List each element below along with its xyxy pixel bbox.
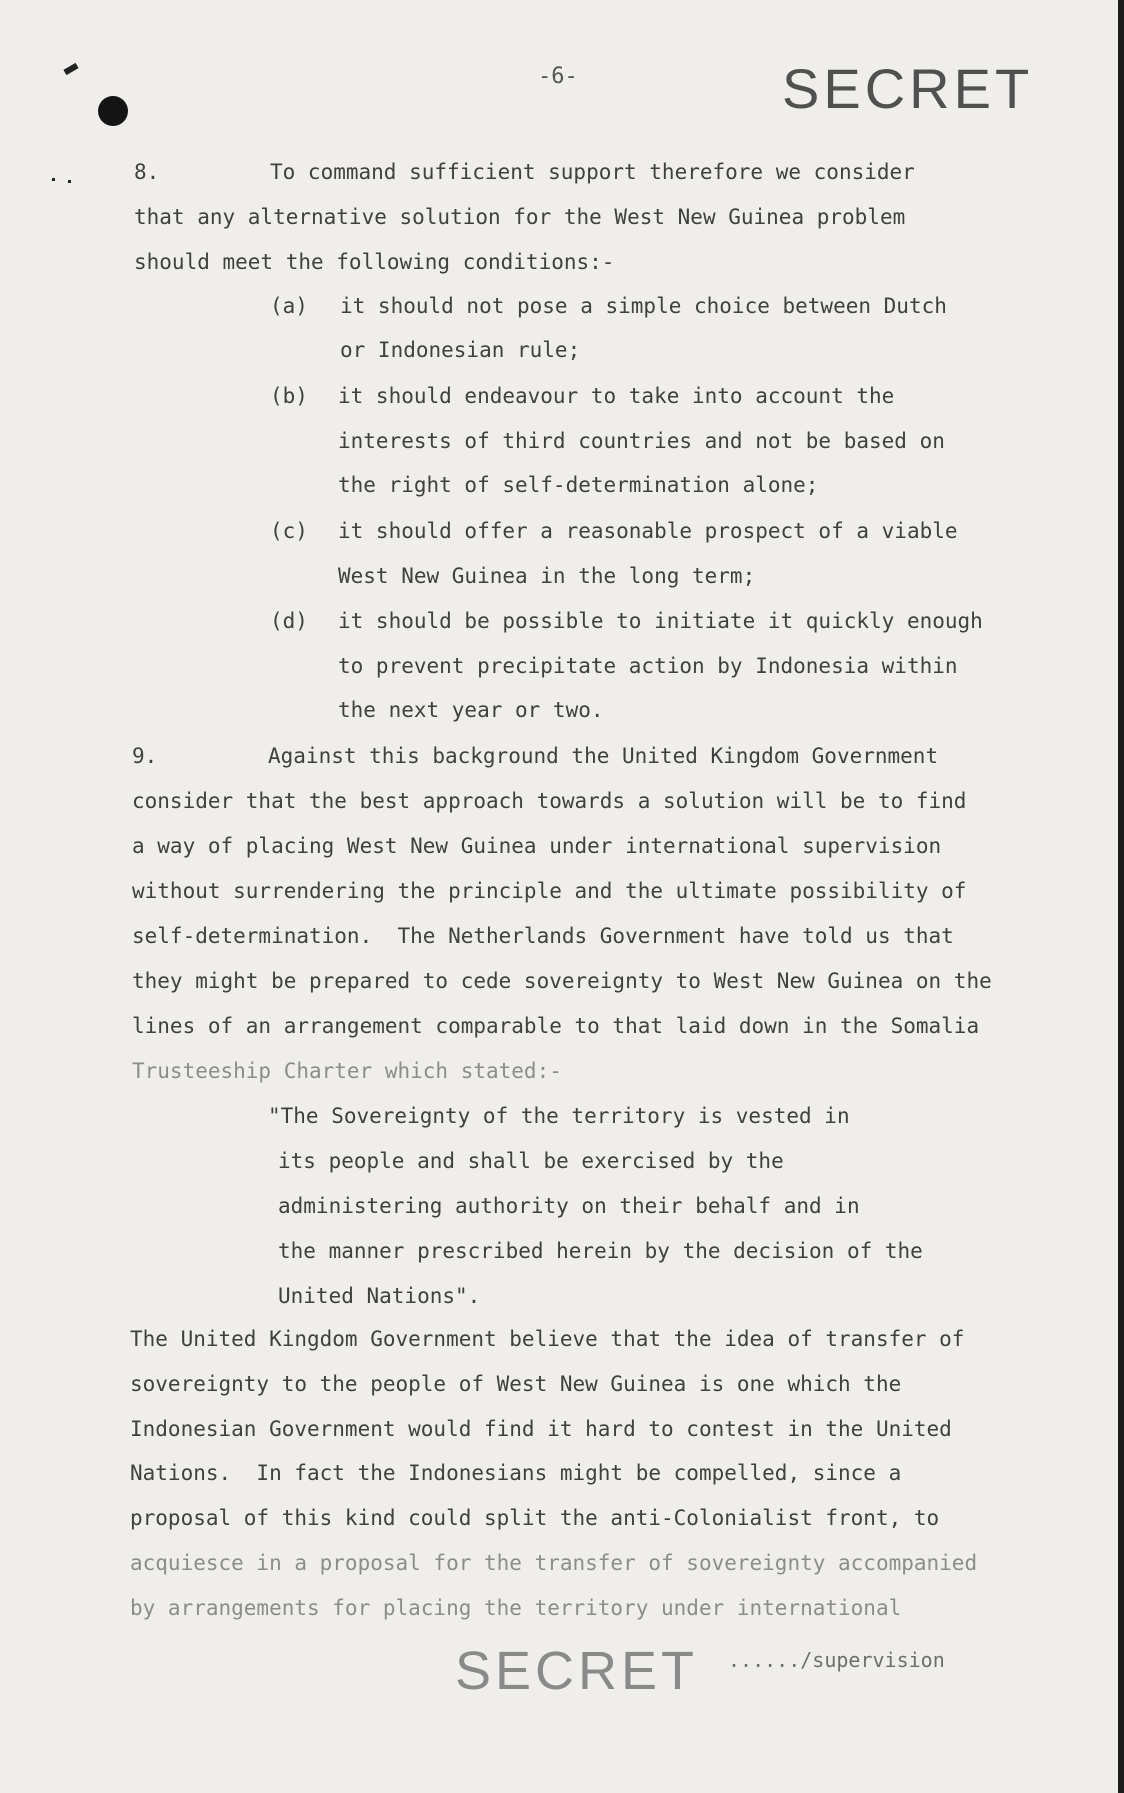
condition-b-label: (b) bbox=[270, 384, 308, 408]
scan-edge bbox=[1118, 0, 1124, 1793]
condition-c-line: it should offer a reasonable prospect of a viable bbox=[338, 519, 958, 543]
paragraph-9-line: they might be prepared to cede sovereignty to West New Guinea on the bbox=[132, 969, 992, 993]
paragraph-9-continuation: proposal of this kind could split the anti-Colonialist front, to bbox=[130, 1506, 940, 1530]
condition-d-line: to prevent precipitate action by Indonesia within bbox=[338, 654, 958, 678]
condition-b-line: it should endeavour to take into account the bbox=[338, 384, 895, 408]
paragraph-8-line: should meet the following conditions:- bbox=[134, 250, 615, 274]
paragraph-9-line: consider that the best approach towards a solution will be to find bbox=[132, 789, 967, 813]
paragraph-9-line: without surrendering the principle and the ultimate possibility of bbox=[132, 879, 967, 903]
condition-c-label: (c) bbox=[270, 519, 308, 543]
condition-a-line: it should not pose a simple choice between Dutch bbox=[340, 294, 947, 318]
ink-dot bbox=[68, 180, 71, 183]
condition-d-label: (d) bbox=[270, 609, 308, 633]
quote-line: the manner prescribed herein by the decision of the bbox=[278, 1239, 923, 1263]
punch-hole bbox=[98, 96, 128, 126]
paragraph-9-line: Trusteeship Charter which stated:- bbox=[132, 1059, 562, 1083]
condition-b-line: the right of self-determination alone; bbox=[338, 473, 819, 497]
paragraph-9-line: a way of placing West New Guinea under international supervision bbox=[132, 834, 942, 858]
paragraph-9-number: 9. bbox=[132, 744, 158, 768]
classification-stamp-top: SECRET bbox=[782, 57, 1034, 120]
condition-d-line: it should be possible to initiate it quickly enough bbox=[338, 609, 983, 633]
quote-line: "The Sovereignty of the territory is vested in bbox=[268, 1104, 850, 1128]
condition-a-line: or Indonesian rule; bbox=[340, 338, 581, 362]
paragraph-9-line: lines of an arrangement comparable to that laid down in the Somalia bbox=[132, 1014, 980, 1038]
paragraph-9-continuation: sovereignty to the people of West New Guinea is one which the bbox=[130, 1372, 902, 1396]
paragraph-9-line: Against this background the United Kingdom Government bbox=[268, 744, 939, 768]
paragraph-9-continuation: by arrangements for placing the territory under international bbox=[130, 1596, 902, 1620]
paragraph-8-number: 8. bbox=[134, 160, 160, 184]
paragraph-9-line: self-determination. The Netherlands Government have told us that bbox=[132, 924, 954, 948]
paragraph-9-continuation: Indonesian Government would find it hard to contest in the United bbox=[130, 1417, 952, 1441]
paragraph-8-line: that any alternative solution for the West New Guinea problem bbox=[134, 205, 906, 229]
condition-b-line: interests of third countries and not be based on bbox=[338, 429, 945, 453]
paragraph-9-continuation: The United Kingdom Government believe that the idea of transfer of bbox=[130, 1327, 965, 1351]
quote-line: United Nations". bbox=[278, 1284, 481, 1308]
catchword: ....../supervision bbox=[728, 1648, 945, 1672]
quote-line: administering authority on their behalf and in bbox=[278, 1194, 860, 1218]
paragraph-9-continuation: Nations. In fact the Indonesians might be compelled, since a bbox=[130, 1461, 902, 1485]
condition-d-line: the next year or two. bbox=[338, 698, 604, 722]
condition-c-line: West New Guinea in the long term; bbox=[338, 564, 756, 588]
paragraph-8-line: To command sufficient support therefore we consider bbox=[270, 160, 915, 184]
page-number: -6- bbox=[538, 64, 578, 89]
ink-mark bbox=[63, 63, 78, 75]
condition-a-label: (a) bbox=[270, 294, 308, 318]
paragraph-9-continuation: acquiesce in a proposal for the transfer of sovereignty accompanied bbox=[130, 1551, 978, 1575]
quote-line: its people and shall be exercised by the bbox=[278, 1149, 784, 1173]
ink-dot bbox=[52, 178, 55, 181]
classification-stamp-bottom: SECRET bbox=[455, 1641, 699, 1701]
